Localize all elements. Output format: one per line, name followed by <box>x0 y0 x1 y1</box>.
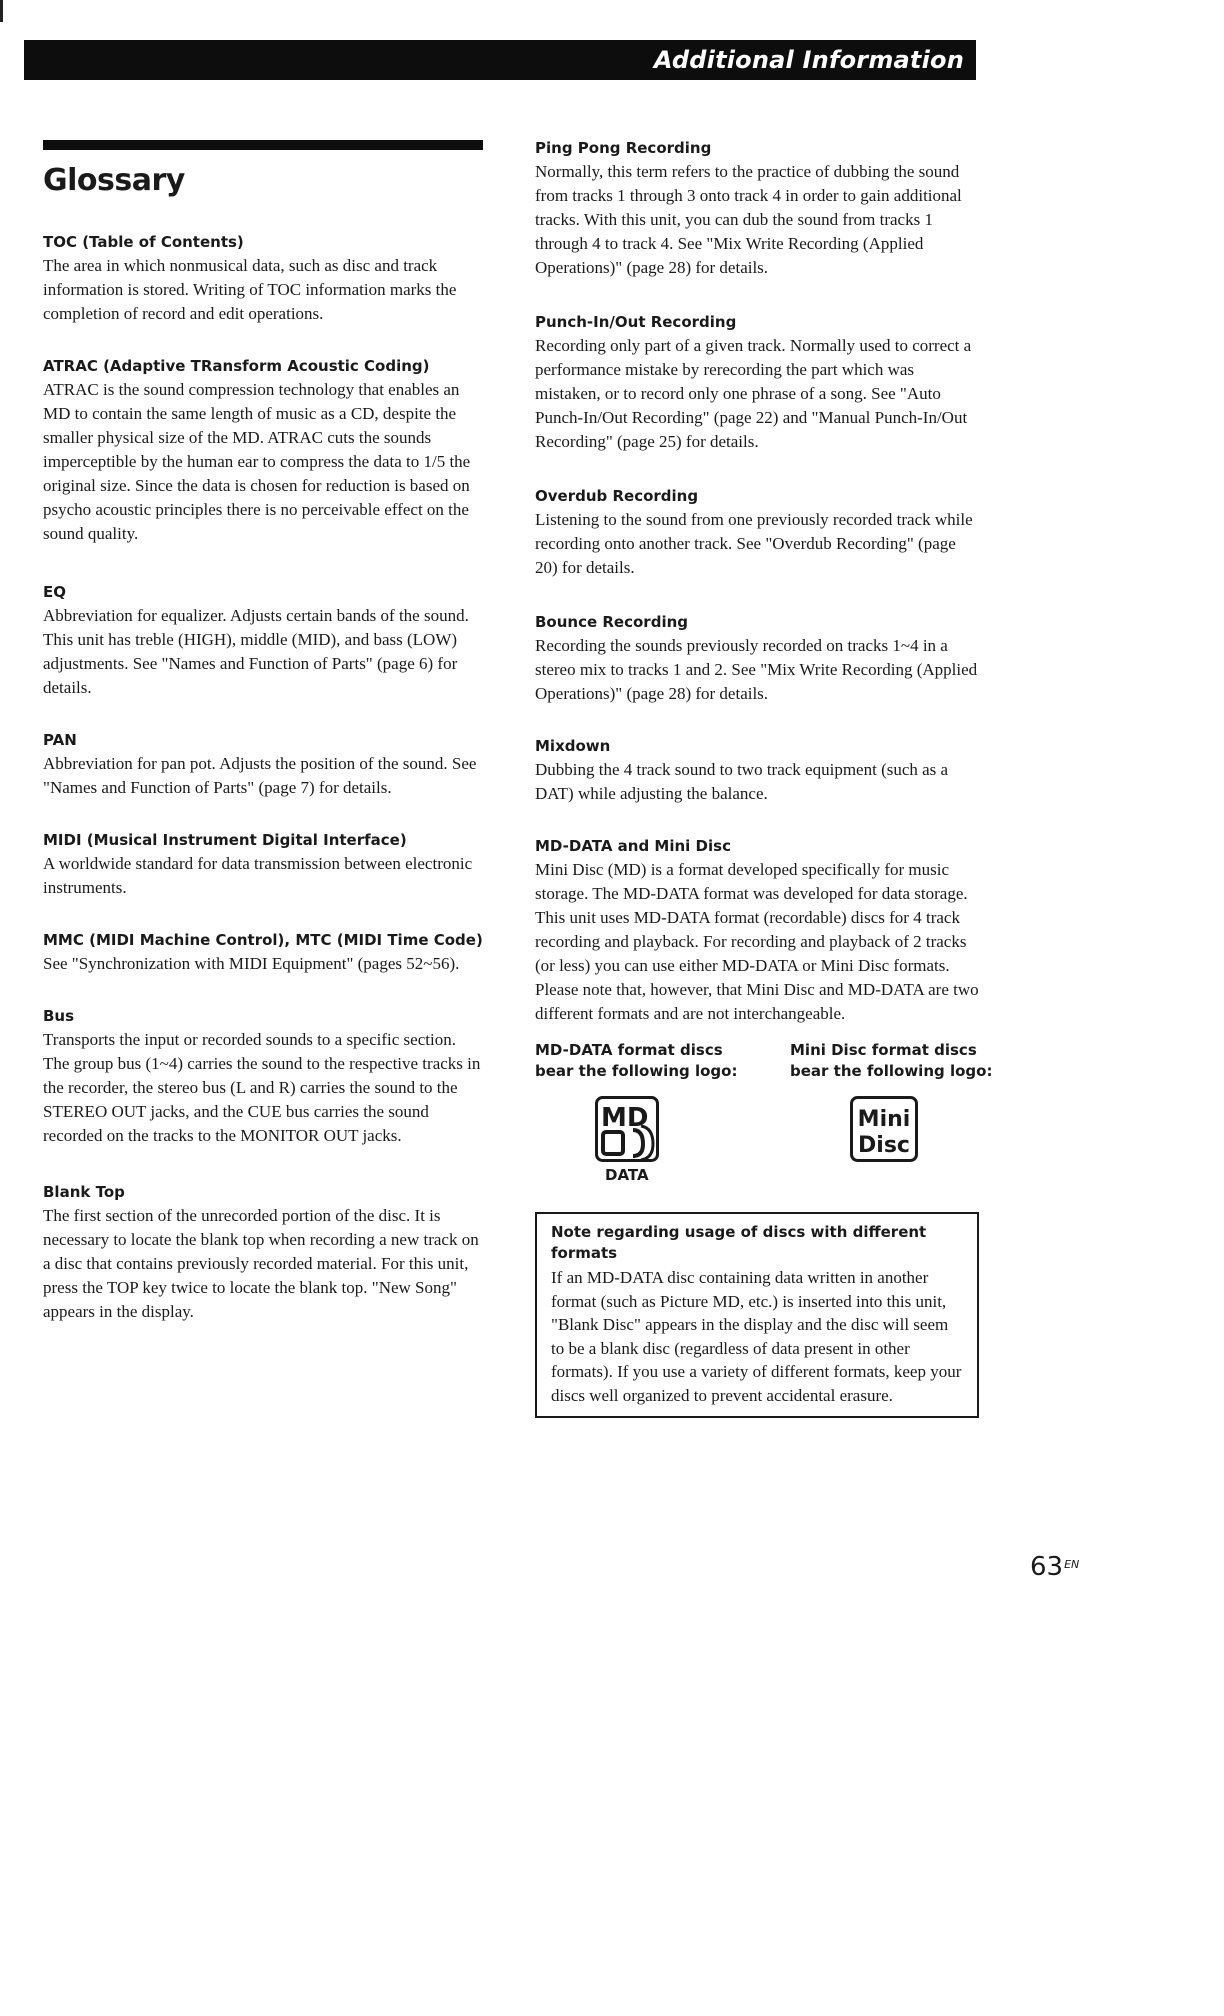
entry-body: Dubbing the 4 track sound to two track equipment (such as a DAT) while adjusting the balance. <box>535 760 949 803</box>
glossary-entry <box>535 312 980 454</box>
entry-title: Ping Pong Recording <box>535 139 712 157</box>
entry-title: Punch-In/Out Recording <box>535 313 737 331</box>
glossary-rule <box>43 140 483 150</box>
entry-body: Mini Disc (MD) is a format developed specifically for music storage. The MD-DATA format was developed for data storage. This unit uses MD-DATA format (recordable) discs for 4 track recording and playback. For recording and playback of 2 tracks (or less) you can use either MD-DATA or Mini Disc formats. Please note that, however, that Mini Disc and MD-DATA are two different formats and are not interchangeable. <box>535 860 979 1023</box>
glossary-entry <box>43 582 483 700</box>
entry-body: ATRAC is the sound compression technology that enables an MD to contain the same length of music as a CD, despite the smaller physical size of the MD. ATRAC cuts the sounds imperceptible by the human ear to compress the data to 1/5 the original size. Since the data is chosen for reduction is based on psycho acoustic principles there is no perceivable effect on the sound quality. <box>43 380 471 543</box>
entry-body: Normally, this term refers to the practice of dubbing the sound from tracks 1 through 3 onto track 4 in order to gain additional tracks. With this unit, you can dub the sound from tracks 1 through 4 to track 4. See "Mix Write Recording (Applied Operations)" (page 28) for details. <box>535 162 962 277</box>
md-data-logo-label: DATA <box>605 1166 649 1184</box>
glossary-entry <box>43 356 483 546</box>
entry-title: TOC (Table of Contents) <box>43 233 244 251</box>
glossary-entry <box>535 138 980 280</box>
note-box <box>535 1212 979 1418</box>
entry-body: Abbreviation for pan pot. Adjusts the position of the sound. See "Names and Function of Parts" (page 7) for details. <box>43 754 477 797</box>
page-number <box>1030 1552 1079 1582</box>
logo-caption: bear the following logo: <box>535 1062 738 1080</box>
page-title: Glossary <box>43 163 185 198</box>
entry-title: EQ <box>43 583 66 601</box>
page-language-suffix: EN <box>1064 1558 1080 1571</box>
entry-body: The first section of the unrecorded portion of the disc. It is necessary to locate the blank top when recording a new track on a disc that contains previously recorded material. For this unit, press the TOP key twice to locate the blank top. "New Song" appears in the display. <box>43 1206 479 1321</box>
entry-title: MIDI (Musical Instrument Digital Interface) <box>43 831 407 849</box>
note-title: Note regarding usage of discs with different formats <box>551 1223 927 1262</box>
entry-title: Blank Top <box>43 1183 125 1201</box>
note-body: If an MD-DATA disc containing data written in another format (such as Picture MD, etc.) is inserted into this unit, "Blank Disc" appears in the display and the disc will seem to be a blank disc (regardless of data present in other formats). If you use a variety of different formats, keep your discs well organized to prevent accidental erasure. <box>551 1268 962 1405</box>
entry-title: Bounce Recording <box>535 613 688 631</box>
mini-logo-text-line2: Disc <box>858 1133 910 1158</box>
mini-disc-logo-icon <box>850 1096 918 1162</box>
entry-body: Transports the input or recorded sounds to a specific section. The group bus (1~4) carries the sound to the respective tracks in the recorder, the stereo bus (L and R) carries the sound to the STEREO OUT jacks, and the CUE bus carries the sound recorded on the tracks to the MONITOR OUT jacks. <box>43 1030 481 1145</box>
right-column <box>535 138 993 1418</box>
entry-body: The area in which nonmusical data, such as disc and track information is stored. Writing of TOC information marks the completion of record and edit operations. <box>43 256 457 323</box>
glossary-entry <box>43 1182 483 1324</box>
entry-body: See "Synchronization with MIDI Equipment" (pages 52~56). <box>43 954 460 973</box>
entry-body: Recording the sounds previously recorded on tracks 1~4 in a stereo mix to tracks 1 and 2. See "Mix Write Recording (Applied Operations)" (page 28) for details. <box>535 636 978 703</box>
entry-title: MD-DATA and Mini Disc <box>535 837 731 855</box>
glossary-entry <box>43 1006 483 1148</box>
glossary-entry <box>43 232 483 326</box>
glossary-entry <box>535 486 980 580</box>
md-logo-text: MD <box>601 1103 649 1133</box>
entry-body: Listening to the sound from one previously recorded track while recording onto another track. See "Overdub Recording" (page 20) for details. <box>535 510 973 577</box>
page-edge-mark <box>0 0 3 22</box>
glossary-entry <box>43 730 483 800</box>
section-header-bar <box>24 40 976 80</box>
logo-caption: bear the following logo: <box>790 1062 993 1080</box>
entry-title: Overdub Recording <box>535 487 699 505</box>
entry-title: Mixdown <box>535 737 611 755</box>
glossary-entry <box>43 830 483 900</box>
md-data-logo-icon <box>595 1096 659 1162</box>
page-number-value: 63 <box>1030 1552 1064 1582</box>
mini-logo-text-line1: Mini <box>857 1107 911 1132</box>
glossary-entry <box>535 736 980 806</box>
logo-caption: Mini Disc format discs <box>790 1041 977 1059</box>
md-data-logo-block <box>535 1040 745 1184</box>
left-column <box>43 140 483 1324</box>
entry-title: ATRAC (Adaptive TRansform Acoustic Coding) <box>43 357 430 375</box>
entry-body: Abbreviation for equalizer. Adjusts certain bands of the sound. This unit has treble (HIGH), middle (MID), and bass (LOW) adjustments. See "Names and Function of Parts" (page 6) for details. <box>43 606 469 697</box>
entry-title: MMC (MIDI Machine Control), MTC (MIDI Time Code) <box>43 931 483 949</box>
disc-logos <box>535 1040 993 1190</box>
glossary-entry <box>535 836 980 1026</box>
glossary-entry <box>43 930 483 976</box>
entry-title: PAN <box>43 731 77 749</box>
entry-body: Recording only part of a given track. Normally used to correct a performance mistake by rerecording the part which was mistaken, or to record only one phrase of a song. See "Auto Punch-In/Out Recording" (page 22) and "Manual Punch-In/Out Recording" (page 25) for details. <box>535 336 972 451</box>
section-header-title: Additional Information <box>653 46 964 74</box>
glossary-entry <box>535 612 980 706</box>
entry-title: Bus <box>43 1007 75 1025</box>
entry-body: A worldwide standard for data transmission between electronic instruments. <box>43 854 473 897</box>
logo-caption: MD-DATA format discs <box>535 1041 723 1059</box>
mini-disc-logo-block <box>790 1040 1000 1158</box>
